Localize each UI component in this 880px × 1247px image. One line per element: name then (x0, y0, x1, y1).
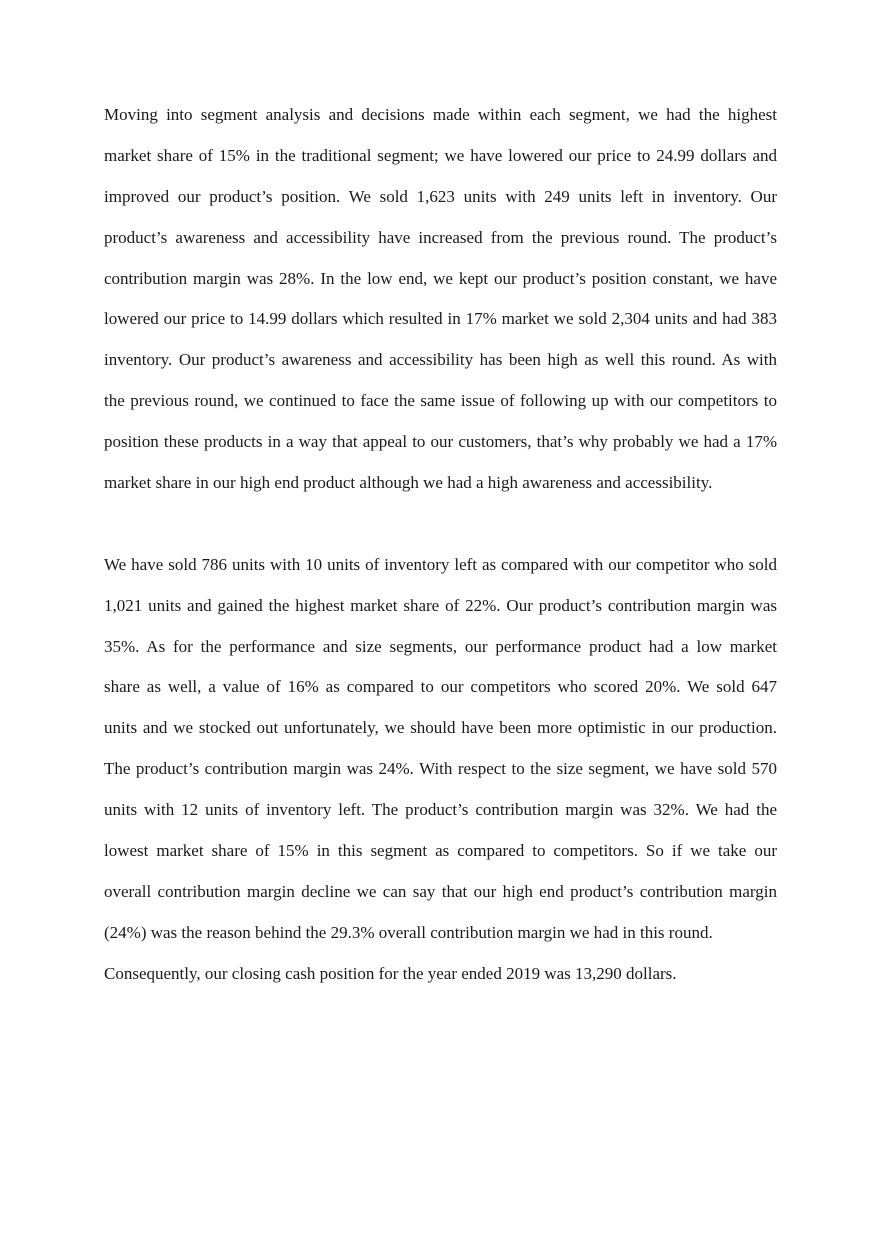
text-line: inventory. Our product’s awareness and accessibility has been high as well this round. As with (104, 350, 777, 370)
text-line: units with 12 units of inventory left. The product’s contribution margin was 32%. We had the (104, 800, 777, 820)
text-line: (24%) was the reason behind the 29.3% overall contribution margin we had in this round. (104, 922, 713, 942)
text-line: We have sold 786 units with 10 units of inventory left as compared with our competitor who sold (104, 554, 777, 574)
text-line: market share of 15% in the traditional segment; we have lowered our price to 24.99 dollars and (104, 145, 777, 165)
text-line: 35%. As for the performance and size segments, our performance product had a low market (104, 636, 777, 656)
text-line: overall contribution margin decline we can say that our high end product’s contribution margin (104, 881, 777, 901)
paragraph-spacer (104, 507, 777, 548)
paragraph-segment-analysis (104, 98, 777, 507)
text-line: share as well, a value of 16% as compared to our competitors who scored 20%. We sold 647 (104, 677, 777, 697)
document-page (104, 98, 777, 998)
text-line: contribution margin was 28%. In the low end, we kept our product’s position constant, we have (104, 268, 777, 288)
text-line: Moving into segment analysis and decisions made within each segment, we had the highest (104, 105, 777, 124)
text-line: Consequently, our closing cash position for the year ended 2019 was 13,290 dollars. (104, 963, 677, 983)
text-line: lowered our price to 14.99 dollars which resulted in 17% market we sold 2,304 units and had 383 (104, 309, 777, 329)
text-line: product’s awareness and accessibility have increased from the previous round. The product’s (104, 227, 777, 247)
text-line: The product’s contribution margin was 24%. With respect to the size segment, we have sold 570 (104, 759, 777, 779)
text-line: 1,021 units and gained the highest market share of 22%. Our product’s contribution margin was (104, 595, 777, 615)
text-line: the previous round, we continued to face the same issue of following up with our competitors to (104, 391, 777, 411)
text-line: position these products in a way that appeal to our customers, that’s why probably we had a 17% (104, 432, 777, 452)
text-line: units and we stocked out unfortunately, we should have been more optimistic in our production. (104, 718, 777, 738)
text-line: market share in our high end product although we had a high awareness and accessibility. (104, 473, 713, 493)
paragraph-performance-size (104, 548, 777, 998)
text-line: lowest market share of 15% in this segment as compared to competitors. So if we take our (104, 841, 777, 861)
text-line: improved our product’s position. We sold 1,623 units with 249 units left in inventory. Our (104, 186, 777, 206)
